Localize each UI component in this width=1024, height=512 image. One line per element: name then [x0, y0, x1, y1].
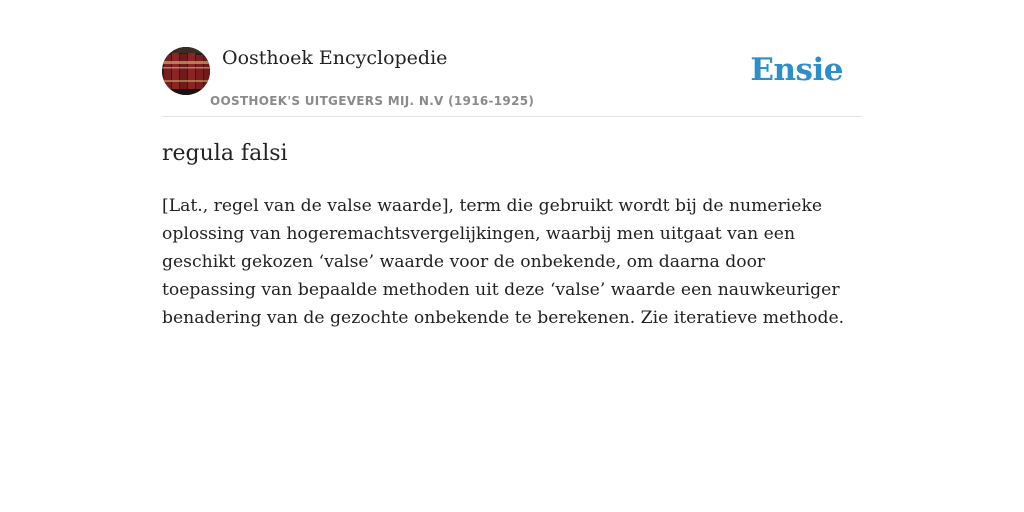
entry-title: regula falsi: [162, 141, 288, 166]
source-subtitle: OOSTHOEK'S UITGEVERS MIJ. N.V (1916-1925): [210, 94, 535, 108]
encyclopedia-books-icon[interactable]: [162, 47, 210, 95]
ensie-logo[interactable]: Ensie: [750, 52, 843, 88]
entry-definition: [Lat., regel van de valse waarde], term die gebruikt wordt bij de numerieke oplossing van hogeremachtsvergelijkingen, waarbij men uitgaat van een geschikt gekozen ‘valse’ waarde voor de onbekende, om daarna door toepassing van bepaalde methoden uit deze ‘valse’ waarde een nauwkeuriger benadering van de gezochte onbekende te berekenen. Zie iteratieve methode.: [162, 196, 845, 328]
source-header: [162, 44, 862, 117]
source-name[interactable]: Oosthoek Encyclopedie: [222, 47, 448, 69]
